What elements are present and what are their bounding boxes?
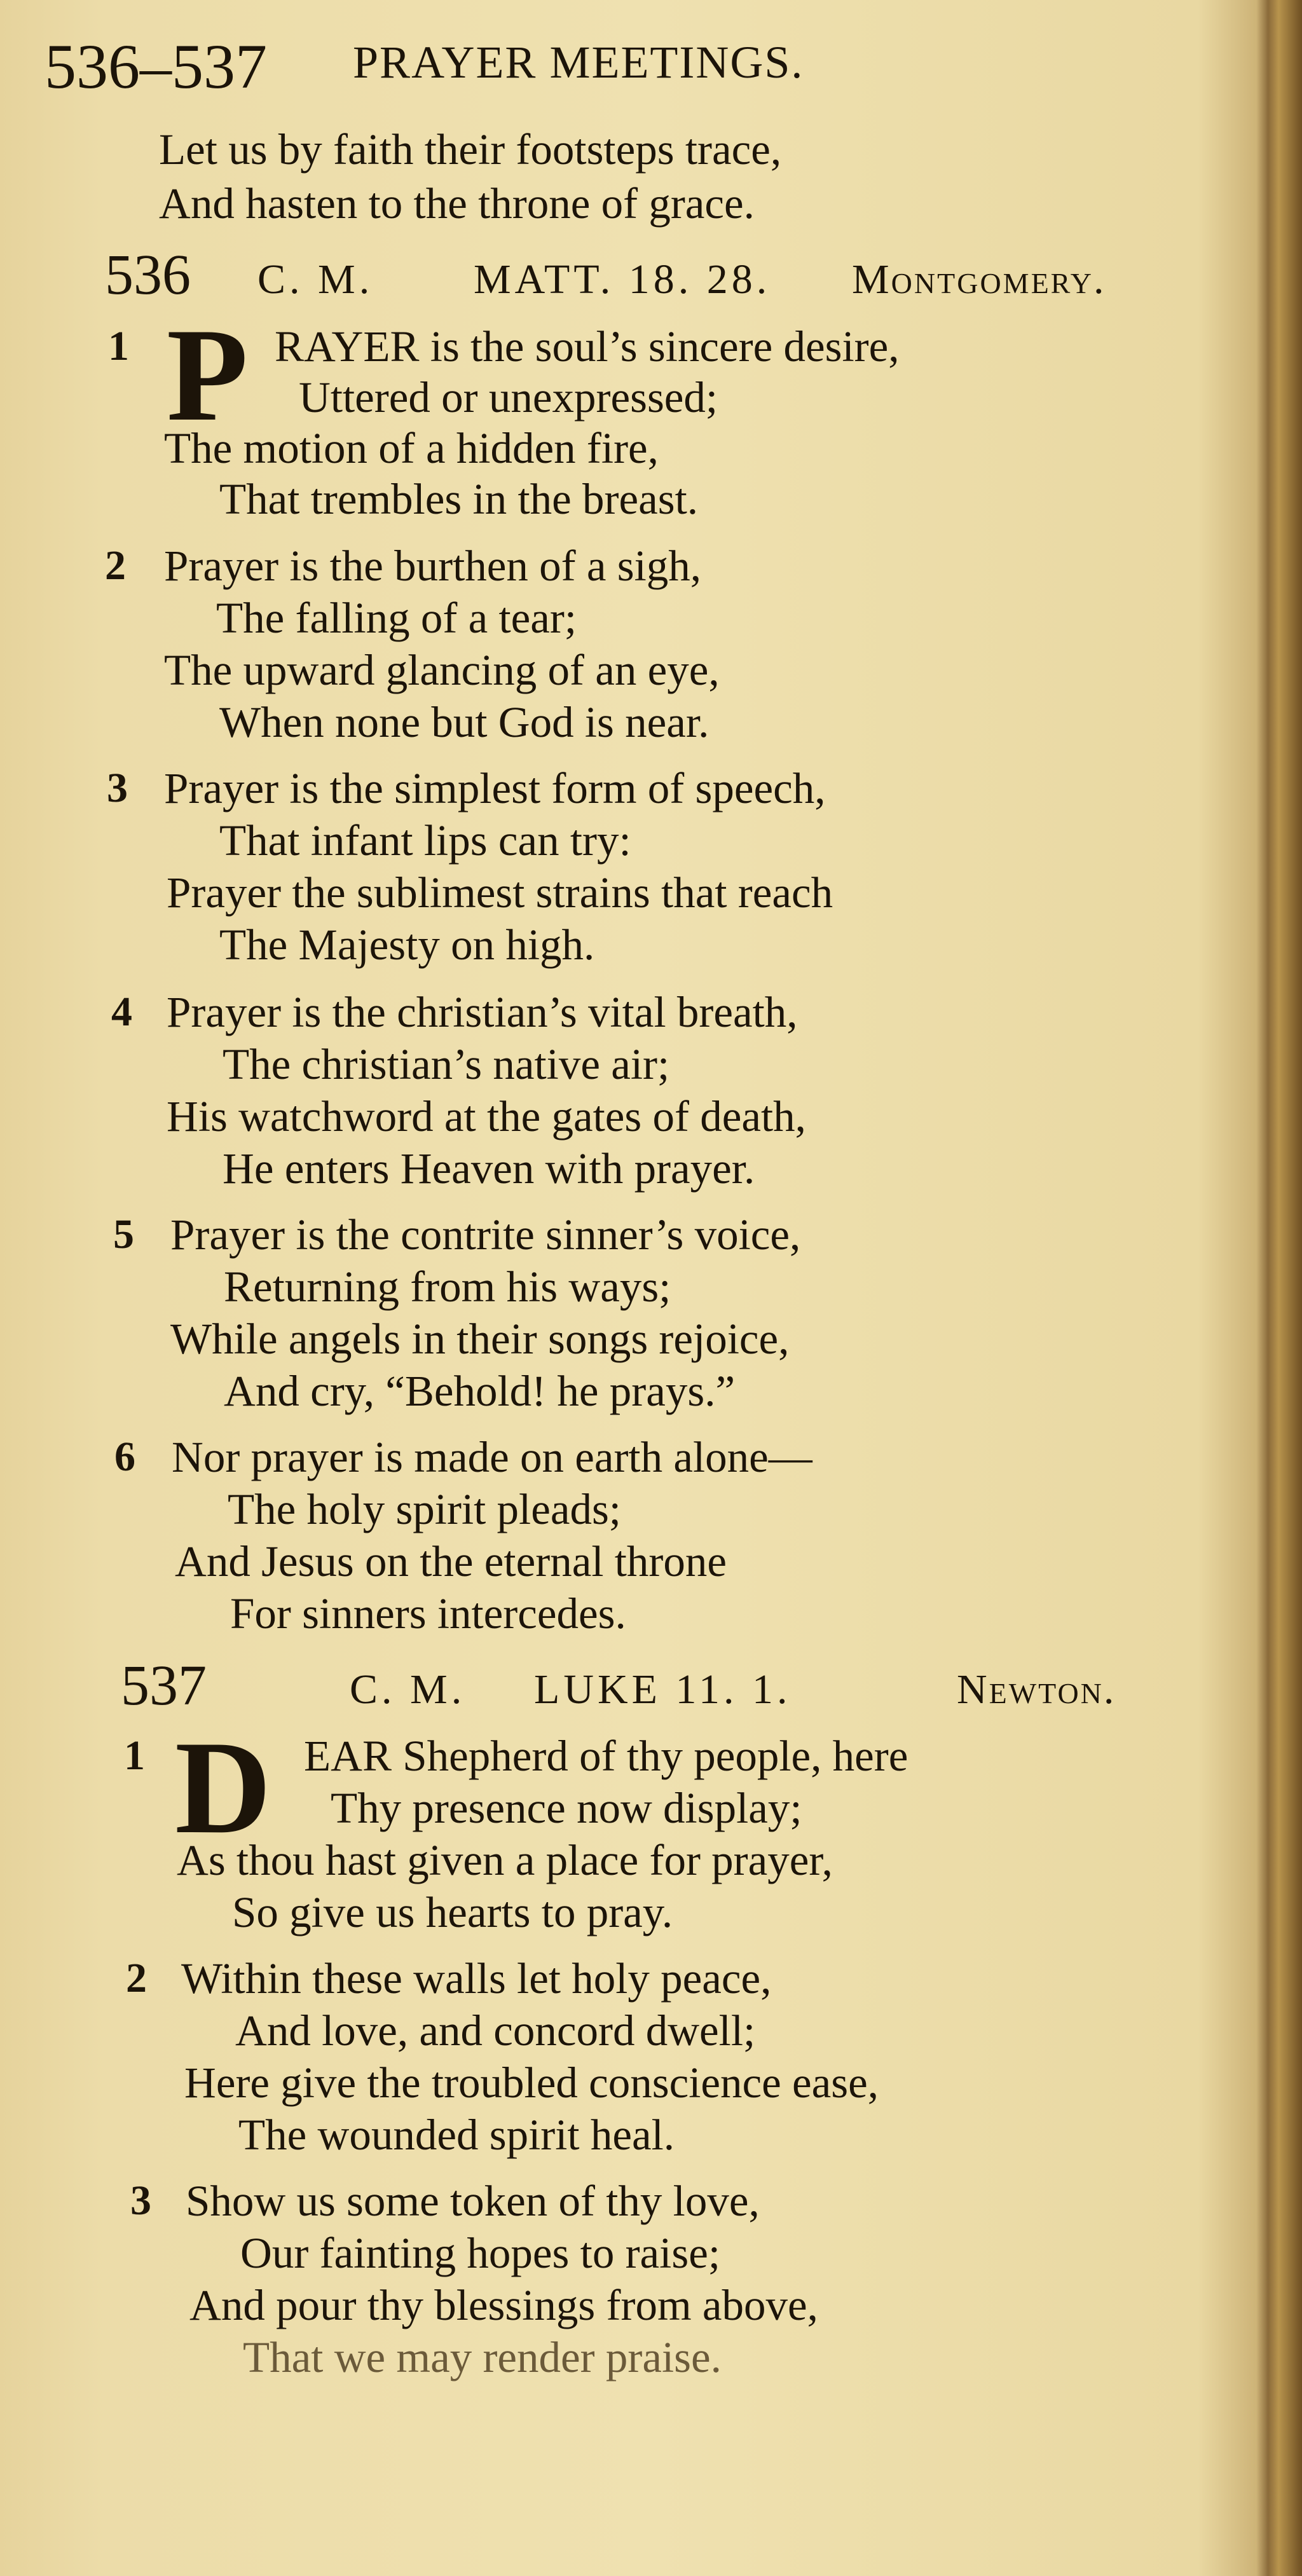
hymn-line: That trembles in the breast. <box>219 475 699 523</box>
hymn-number: 537 <box>121 1654 207 1717</box>
section-title: PRAYER MEETINGS. <box>353 37 804 88</box>
hymn-line: And love, and concord dwell; <box>235 2006 756 2055</box>
hymn-line: RAYER is the soul’s sincere desire, <box>275 322 900 371</box>
hymn-line: As thou hast given a place for prayer, <box>177 1836 833 1884</box>
drop-cap: D <box>175 1714 271 1861</box>
stanza-number: 6 <box>114 1434 135 1480</box>
hymn-line: Within these walls let holy peace, <box>181 1954 772 2003</box>
hymn-line: The upward glancing of an eye, <box>164 646 720 694</box>
page-range: 536–537 <box>45 31 267 102</box>
hymn-line: The christian’s native air; <box>223 1040 670 1088</box>
hymn-line: The holy spirit pleads; <box>228 1485 621 1533</box>
hymn-line: Prayer is the contrite sinner’s voice, <box>170 1210 801 1259</box>
stanza-number: 3 <box>107 765 128 811</box>
hymn-line: Uttered or unexpressed; <box>299 373 718 421</box>
hymn-line: Here give the troubled conscience ease, <box>184 2059 879 2107</box>
hymn-line: The falling of a tear; <box>216 594 577 642</box>
hymn-number: 536 <box>105 243 191 306</box>
hymn-meter: C. M. <box>350 1666 466 1713</box>
stanza-number: 4 <box>111 989 132 1035</box>
stanza-number: 5 <box>113 1211 134 1257</box>
hymn-line: While angels in their songs rejoice, <box>170 1315 790 1363</box>
drop-cap: P <box>167 301 249 449</box>
hymn-scripture: LUKE 11. 1. <box>534 1666 791 1713</box>
stanza-number: 3 <box>130 2177 151 2224</box>
hymn-author: Montgomery. <box>852 256 1106 303</box>
hymn-line: And pour thy blessings from above, <box>189 2281 818 2329</box>
hymn-line: That we may render praise. <box>243 2333 722 2381</box>
hymn-line: And Jesus on the eternal throne <box>175 1537 727 1586</box>
hymn-line: Thy presence now display; <box>331 1784 802 1832</box>
hymn-line: His watchword at the gates of death, <box>167 1092 806 1141</box>
stanza-number: 2 <box>105 542 126 589</box>
hymn-line: Show us some token of thy love, <box>186 2177 760 2225</box>
hymn-author: Newton. <box>957 1666 1116 1713</box>
hymn-line: Prayer is the burthen of a sigh, <box>164 542 702 590</box>
hymn-line: For sinners intercedes. <box>230 1589 626 1638</box>
stanza-number: 1 <box>124 1732 145 1779</box>
hymn-line: Our fainting hopes to raise; <box>240 2229 720 2277</box>
stanza-number: 2 <box>126 1955 147 2001</box>
hymn-line: So give us hearts to pray. <box>232 1888 673 1936</box>
hymn-line: Returning from his ways; <box>224 1263 671 1311</box>
continuation-line: Let us by faith their footsteps trace, <box>159 125 782 174</box>
hymn-line: Prayer is the simplest form of speech, <box>164 764 826 812</box>
hymn-line: Prayer is the christian’s vital breath, <box>167 988 798 1036</box>
hymn-scripture: MATT. 18. 28. <box>474 256 771 303</box>
hymn-line: He enters Heaven with prayer. <box>223 1144 755 1193</box>
hymn-line: The motion of a hidden fire, <box>164 424 659 472</box>
hymn-line: That infant lips can try: <box>219 816 631 865</box>
hymn-line: Nor prayer is made on earth alone— <box>172 1433 812 1481</box>
stanza-number: 1 <box>108 323 129 369</box>
hymn-line: Prayer the sublimest strains that reach <box>167 868 833 917</box>
hymn-line: And cry, “Behold! he prays.” <box>224 1367 736 1415</box>
hymn-line: The wounded spirit heal. <box>238 2111 675 2159</box>
hymn-line: When none but God is near. <box>219 698 709 746</box>
hymn-meter: C. M. <box>257 256 374 303</box>
hymn-line: The Majesty on high. <box>219 921 595 969</box>
hymn-line: EAR Shepherd of thy people, here <box>304 1732 908 1780</box>
continuation-line: And hasten to the throne of grace. <box>159 179 755 228</box>
